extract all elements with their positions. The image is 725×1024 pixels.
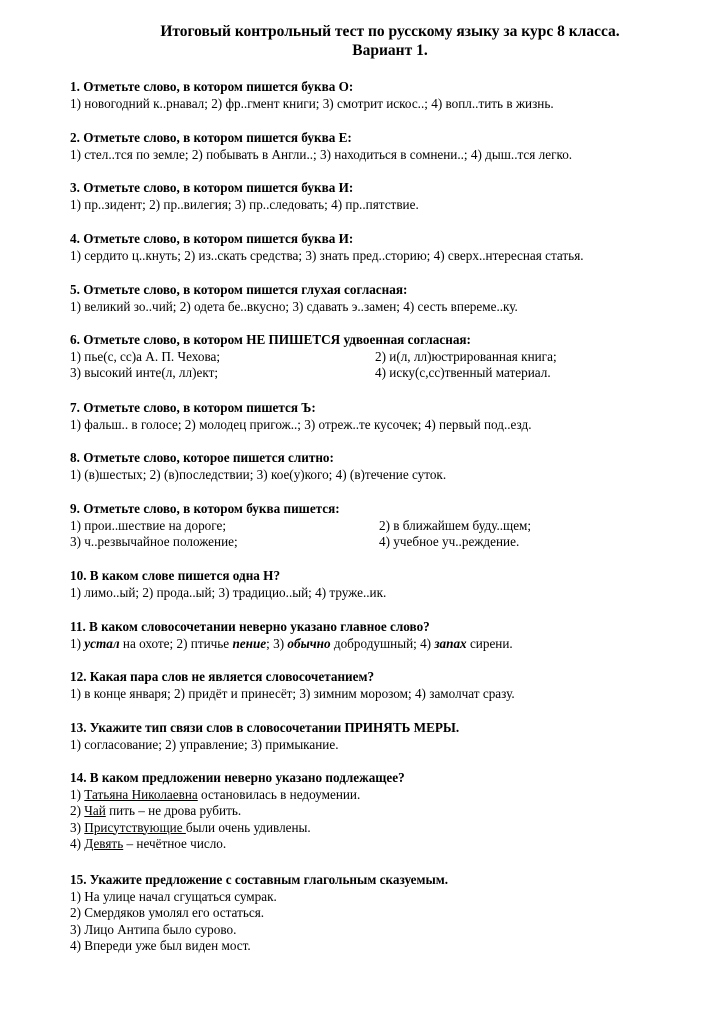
- underlined-subject: Девять: [84, 836, 124, 851]
- answer-option: 2) Смердяков умолял его остаться.: [70, 905, 265, 920]
- question-text: 7. Отметьте слово, в котором пишется Ъ:: [70, 400, 316, 415]
- question-9: [70, 501, 690, 551]
- text-fragment: добродушный; 4): [330, 635, 435, 651]
- question-text: 5. Отметьте слово, в котором пишется глухая согласная:: [70, 282, 408, 297]
- underlined-subject: Присутствующие: [84, 819, 186, 835]
- answer-row: [70, 365, 690, 382]
- main-word: пение: [232, 635, 267, 651]
- answer-options: 1) великий зо..чий; 2) одета бе..вкусно; 3) сдавать э..замен; 4) сесть впереме..ку.: [70, 298, 518, 314]
- answer-option: 3) ч..резвычайное положение;: [70, 534, 238, 549]
- answer-option: [70, 787, 690, 804]
- question-text: 1. Отметьте слово, в котором пишется буква О:: [70, 79, 354, 94]
- document-page: [70, 22, 680, 953]
- answer-options: 1) фальш.. в голосе; 2) молодец пригож..; 3) отреж..те кусочек; 4) первый под..езд.: [70, 416, 532, 432]
- answer-option: 2) в ближайшем буду..щем;: [379, 517, 532, 533]
- question-text: 12. Какая пара слов не является словосочетанием?: [70, 669, 375, 684]
- text-fragment: сирени.: [466, 635, 513, 651]
- answer-row: [70, 518, 690, 535]
- question-text: 11. В каком словосочетании неверно указано главное слово?: [70, 619, 430, 634]
- answer-options: [70, 636, 690, 653]
- answer-option: 4) иску(с,сс)твенный материал.: [375, 365, 551, 380]
- answer-options: 1) лимо..ый; 2) прода..ый; 3) традицио..ый; 4) труже..ик.: [70, 584, 387, 600]
- answer-options: 1) стел..тся по земле; 2) побывать в Англи..; 3) находиться в сомнени..; 4) дыш..тся легко.: [70, 146, 573, 162]
- text-fragment: на охоте; 2) птичье: [119, 635, 233, 651]
- document-title: [70, 22, 680, 60]
- answer-options: 1) согласование; 2) управление; 3) примыкание.: [70, 736, 339, 752]
- question-text: 3. Отметьте слово, в котором пишется буква И:: [70, 180, 354, 195]
- question-1: [70, 79, 690, 112]
- question-5: [70, 282, 690, 315]
- answer-options: 1) сердито ц..кнуть; 2) из..скать средства; 3) знать пред..сторию; 4) сверх..нтересная статья.: [70, 247, 584, 263]
- question-text: 13. Укажите тип связи слов в словосочетании ПРИНЯТЬ МЕРЫ.: [70, 720, 460, 735]
- question-text: 8. Отметьте слово, которое пишется слитно:: [70, 450, 334, 465]
- question-11: [70, 619, 690, 652]
- question-2: [70, 130, 690, 163]
- answer-option: 1) пье(с, сс)а А. П. Чехова;: [70, 348, 221, 364]
- title-line: Итоговый контрольный тест по русскому языку за курс 8 класса.: [160, 23, 620, 40]
- underlined-subject: Чай: [84, 803, 106, 818]
- main-word: обычно: [287, 635, 331, 651]
- question-8: [70, 450, 690, 483]
- question-15: [70, 872, 690, 955]
- question-text: 15. Укажите предложение с составным глагольным сказуемым.: [70, 872, 449, 887]
- main-word: устал: [84, 635, 120, 651]
- answer-options: 1) новогодний к..рнавал; 2) фр..гмент книги; 3) смотрит искос..; 4) вопл..тить в жизнь.: [70, 95, 554, 111]
- question-3: [70, 180, 690, 213]
- answer-option: 2) и(л, лл)юстрированная книга;: [375, 348, 557, 364]
- answer-option: 4) Впереди уже был виден мост.: [70, 938, 251, 953]
- option-rest: пить – не дрова рубить.: [105, 803, 242, 818]
- question-14: [70, 770, 690, 853]
- answer-options: 1) (в)шестых; 2) (в)последствии; 3) кое(у)кого; 4) (в)течение суток.: [70, 466, 447, 482]
- question-10: [70, 568, 690, 601]
- text-fragment: ; 3): [266, 635, 288, 651]
- option-rest: остановилась в недоумении.: [197, 786, 361, 802]
- answer-option: 3) Лицо Антипа было сурово.: [70, 921, 237, 937]
- answer-option: [70, 836, 690, 853]
- option-rest: – нечётное число.: [123, 836, 227, 851]
- answer-option: [70, 820, 690, 837]
- question-4: [70, 231, 690, 264]
- question-6: [70, 332, 690, 382]
- answer-row: [70, 534, 690, 551]
- answer-option: 3) высокий инте(л, лл)ект;: [70, 365, 218, 380]
- underlined-subject: Татьяна Николаевна: [84, 786, 198, 802]
- question-text: 9. Отметьте слово, в котором буква пишется:: [70, 501, 340, 516]
- answer-option: 1) прои..шествие на дороге;: [70, 517, 227, 533]
- question-12: [70, 669, 690, 702]
- question-text: 14. В каком предложении неверно указано подлежащее?: [70, 770, 405, 785]
- option-number: 2): [70, 803, 85, 818]
- question-text: 10. В каком слове пишется одна Н?: [70, 568, 281, 583]
- answer-option: 4) учебное уч..реждение.: [379, 534, 520, 549]
- question-13: [70, 720, 690, 753]
- option-rest: были очень удивлены.: [185, 819, 311, 835]
- main-word: запах: [434, 635, 467, 651]
- question-text: 4. Отметьте слово, в котором пишется буква И:: [70, 231, 354, 246]
- variant-line: Вариант 1.: [352, 42, 428, 59]
- answer-row: [70, 349, 690, 366]
- question-7: [70, 400, 690, 433]
- option-number: 1): [70, 786, 85, 802]
- question-text: 2. Отметьте слово, в котором пишется буква Е:: [70, 130, 352, 145]
- answer-option: 1) На улице начал сгущаться сумрак.: [70, 888, 277, 904]
- answer-options: 1) пр..зидент; 2) пр..вилегия; 3) пр..следовать; 4) пр..пятствие.: [70, 196, 419, 212]
- option-number: 3): [70, 819, 85, 835]
- text-fragment: 1): [70, 635, 85, 651]
- answer-option: [70, 803, 690, 820]
- question-text: 6. Отметьте слово, в котором НЕ ПИШЕТСЯ удвоенная согласная:: [70, 332, 471, 347]
- option-number: 4): [70, 836, 85, 851]
- answer-options: 1) в конце января; 2) придёт и принесёт; 3) зимним морозом; 4) замолчат сразу.: [70, 685, 515, 701]
